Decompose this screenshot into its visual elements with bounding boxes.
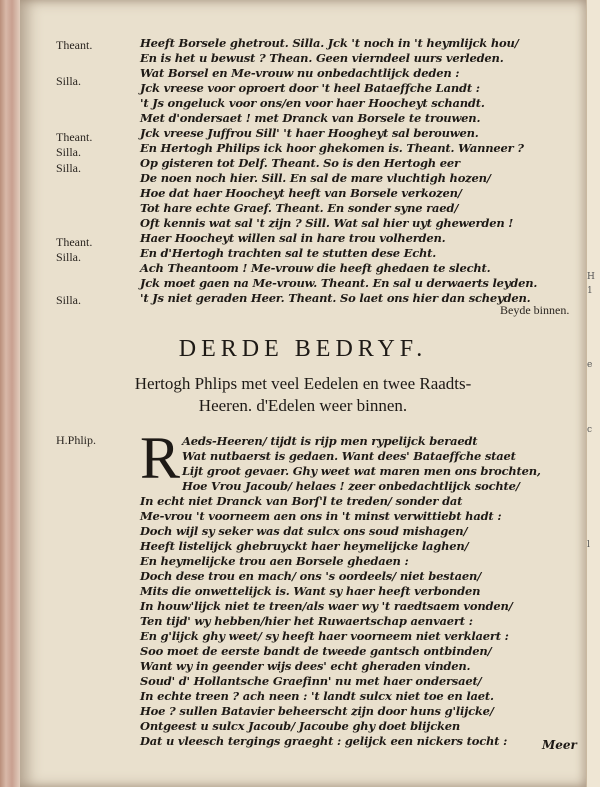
verse-line: Heeft listelijck ghebruyckt haer heymelijcke laghen/ [140,539,469,553]
verse-line: Met d'ondersaet ! met Dranck van Borsele te trouwen. [140,111,481,125]
verse-line: In echt niet Dranck van Borſ'l te treden/ sonder dat [140,494,463,508]
verse-line: Dat u vleesch tergings graeght : gelijck een nickers tocht : [140,734,508,748]
verse-line: En g'lijck ghy weet/ sy heeft haer voorneem niet verklaert : [140,629,509,643]
verse-line: Ach Theantoom ! Me-vrouw die heeft ghedaen te slecht. [140,261,491,275]
verse-line: Jck moet gaen na Me-vrouw. Theant. En sal u derwaerts leyden. [140,276,538,290]
verse-line: Wat nutbaerst is gedaen. Want dees' Bataeffche staet [182,449,516,463]
speaker-label: Theant. [56,130,93,144]
edge-glyph: H [587,272,595,282]
edge-glyph: 1 [587,286,593,296]
verse-line: Hoe dat haer Hoocheyt heeft van Borsele verkozen/ [140,186,462,200]
verse-line: En is het u bewust ? Thean. Geen vierndeel uurs verleden. [140,51,504,65]
act-title: DERDE BEDRYF. [178,336,428,362]
verse-line: Soud' d' Hollantsche Graefinn' nu met haer ondersaet/ [140,674,482,688]
verse-line: Haer Hoocheyt willen sal in hare trou volherden. [140,231,446,245]
book-page [20,0,586,787]
verse-line: Jck vreese Juffrou Sill' 't haer Hoogheyt sal berouwen. [140,126,479,140]
speaker-label: Silla. [56,161,82,175]
verse-line: En d'Hertogh trachten sal te stutten dese Echt. [140,246,437,260]
verse-line: Heeft Borsele ghetrout. Silla. Jck 't noch in 't heymlijck hou/ [140,36,519,50]
catchword: Meer [542,738,577,752]
edge-glyph: l [587,540,590,550]
verse-line: En Hertogh Philips ick hoor ghekomen is. Theant. Wanneer ? [140,141,524,155]
verse-line: Jck vreese voor oproert door 't heel Bataeffche Landt : [140,81,480,95]
stage-exit-note: Beyde binnen. [500,303,570,317]
speaker-label: H.Phlip. [56,433,97,447]
speaker-label: Theant. [56,38,93,52]
verse-line: Tot hare echte Graef. Theant. En sonder syne raed/ [140,201,459,215]
verse-line: En heymelijcke trou aen Borsele ghedaen : [140,554,409,568]
verse-line: 't Js niet geraden Heer. Theant. So laet ons hier dan scheyden. [140,291,531,305]
speaker-label: Silla. [56,293,82,307]
verse-line: Soo moet de eerste bandt de tweede gantsch ontbinden/ [140,644,492,658]
edge-glyph: e [587,360,593,370]
verse-line: Ten tijd' wy hebben/hier het Ruwaertschap aenvaert : [140,614,473,628]
speaker-label: Silla. [56,145,82,159]
speaker-label: Silla. [56,250,82,264]
verse-line: Ontgeest u sulcx Jacoub/ Jacoube ghy doet blijcken [140,719,461,733]
verse-line: 't Js ongeluck voor ons/en voor haer Hoocheyt schandt. [140,96,485,110]
verse-line: Want wy in geender wijs dees' echt gheraden vinden. [140,659,471,673]
speaker-label: Silla. [56,74,82,88]
drop-cap: R [140,425,181,491]
verse-line: Aeds-Heeren/ tijdt is rijp men rypelijck beraedt [182,434,478,448]
edge-glyph: c [587,425,593,435]
verse-line: In houw'lijck niet te treen/als waer wy 't raedtsaem vonden/ [140,599,513,613]
verse-line: Op gisteren tot Delf. Theant. So is den Hertogh eer [140,156,460,170]
verse-line: De noen noch hier. Sill. En sal de mare vluchtigh hozen/ [140,171,491,185]
speaker-label: Theant. [56,235,93,249]
verse-line: In echte treen ? ach neen : 't landt sulcx niet toe en laet. [140,689,494,703]
verse-line: Hoe ? sullen Batavier beheerscht zijn door huns g'lijcke/ [140,704,494,718]
verse-line: Oft kennis wat sal 't zijn ? Sill. Wat sal hier uyt ghewerden ! [140,216,514,230]
verse-line: Mits die onwettelijck is. Want sy haer heeft verbonden [140,584,481,598]
verse-line: Me-vrou 't voorneem aen ons in 't minst verwittiebt hadt : [140,509,502,523]
next-page-edge [586,0,600,787]
stage-direction-line: Hertogh Phlips met veel Eedelen en twee Raadts- [134,374,472,393]
verse-line: Doch wijl sy seker was dat sulcx ons soud mishagen/ [140,524,468,538]
verse-line: Doch dese trou en mach/ ons 's oordeels/ niet bestaen/ [140,569,482,583]
stage-direction-line: Heeren. d'Edelen weer binnen. [198,396,408,415]
verse-line: Hoe Vrou Jacoub/ helaes ! zeer onbedachtlijck sochte/ [182,479,520,493]
verse-line: Wat Borsel en Me-vrouw nu onbedachtlijck deden : [140,66,460,80]
verse-line: Lijt groot gevaer. Ghy weet wat maren men ons brochten, [182,464,541,478]
